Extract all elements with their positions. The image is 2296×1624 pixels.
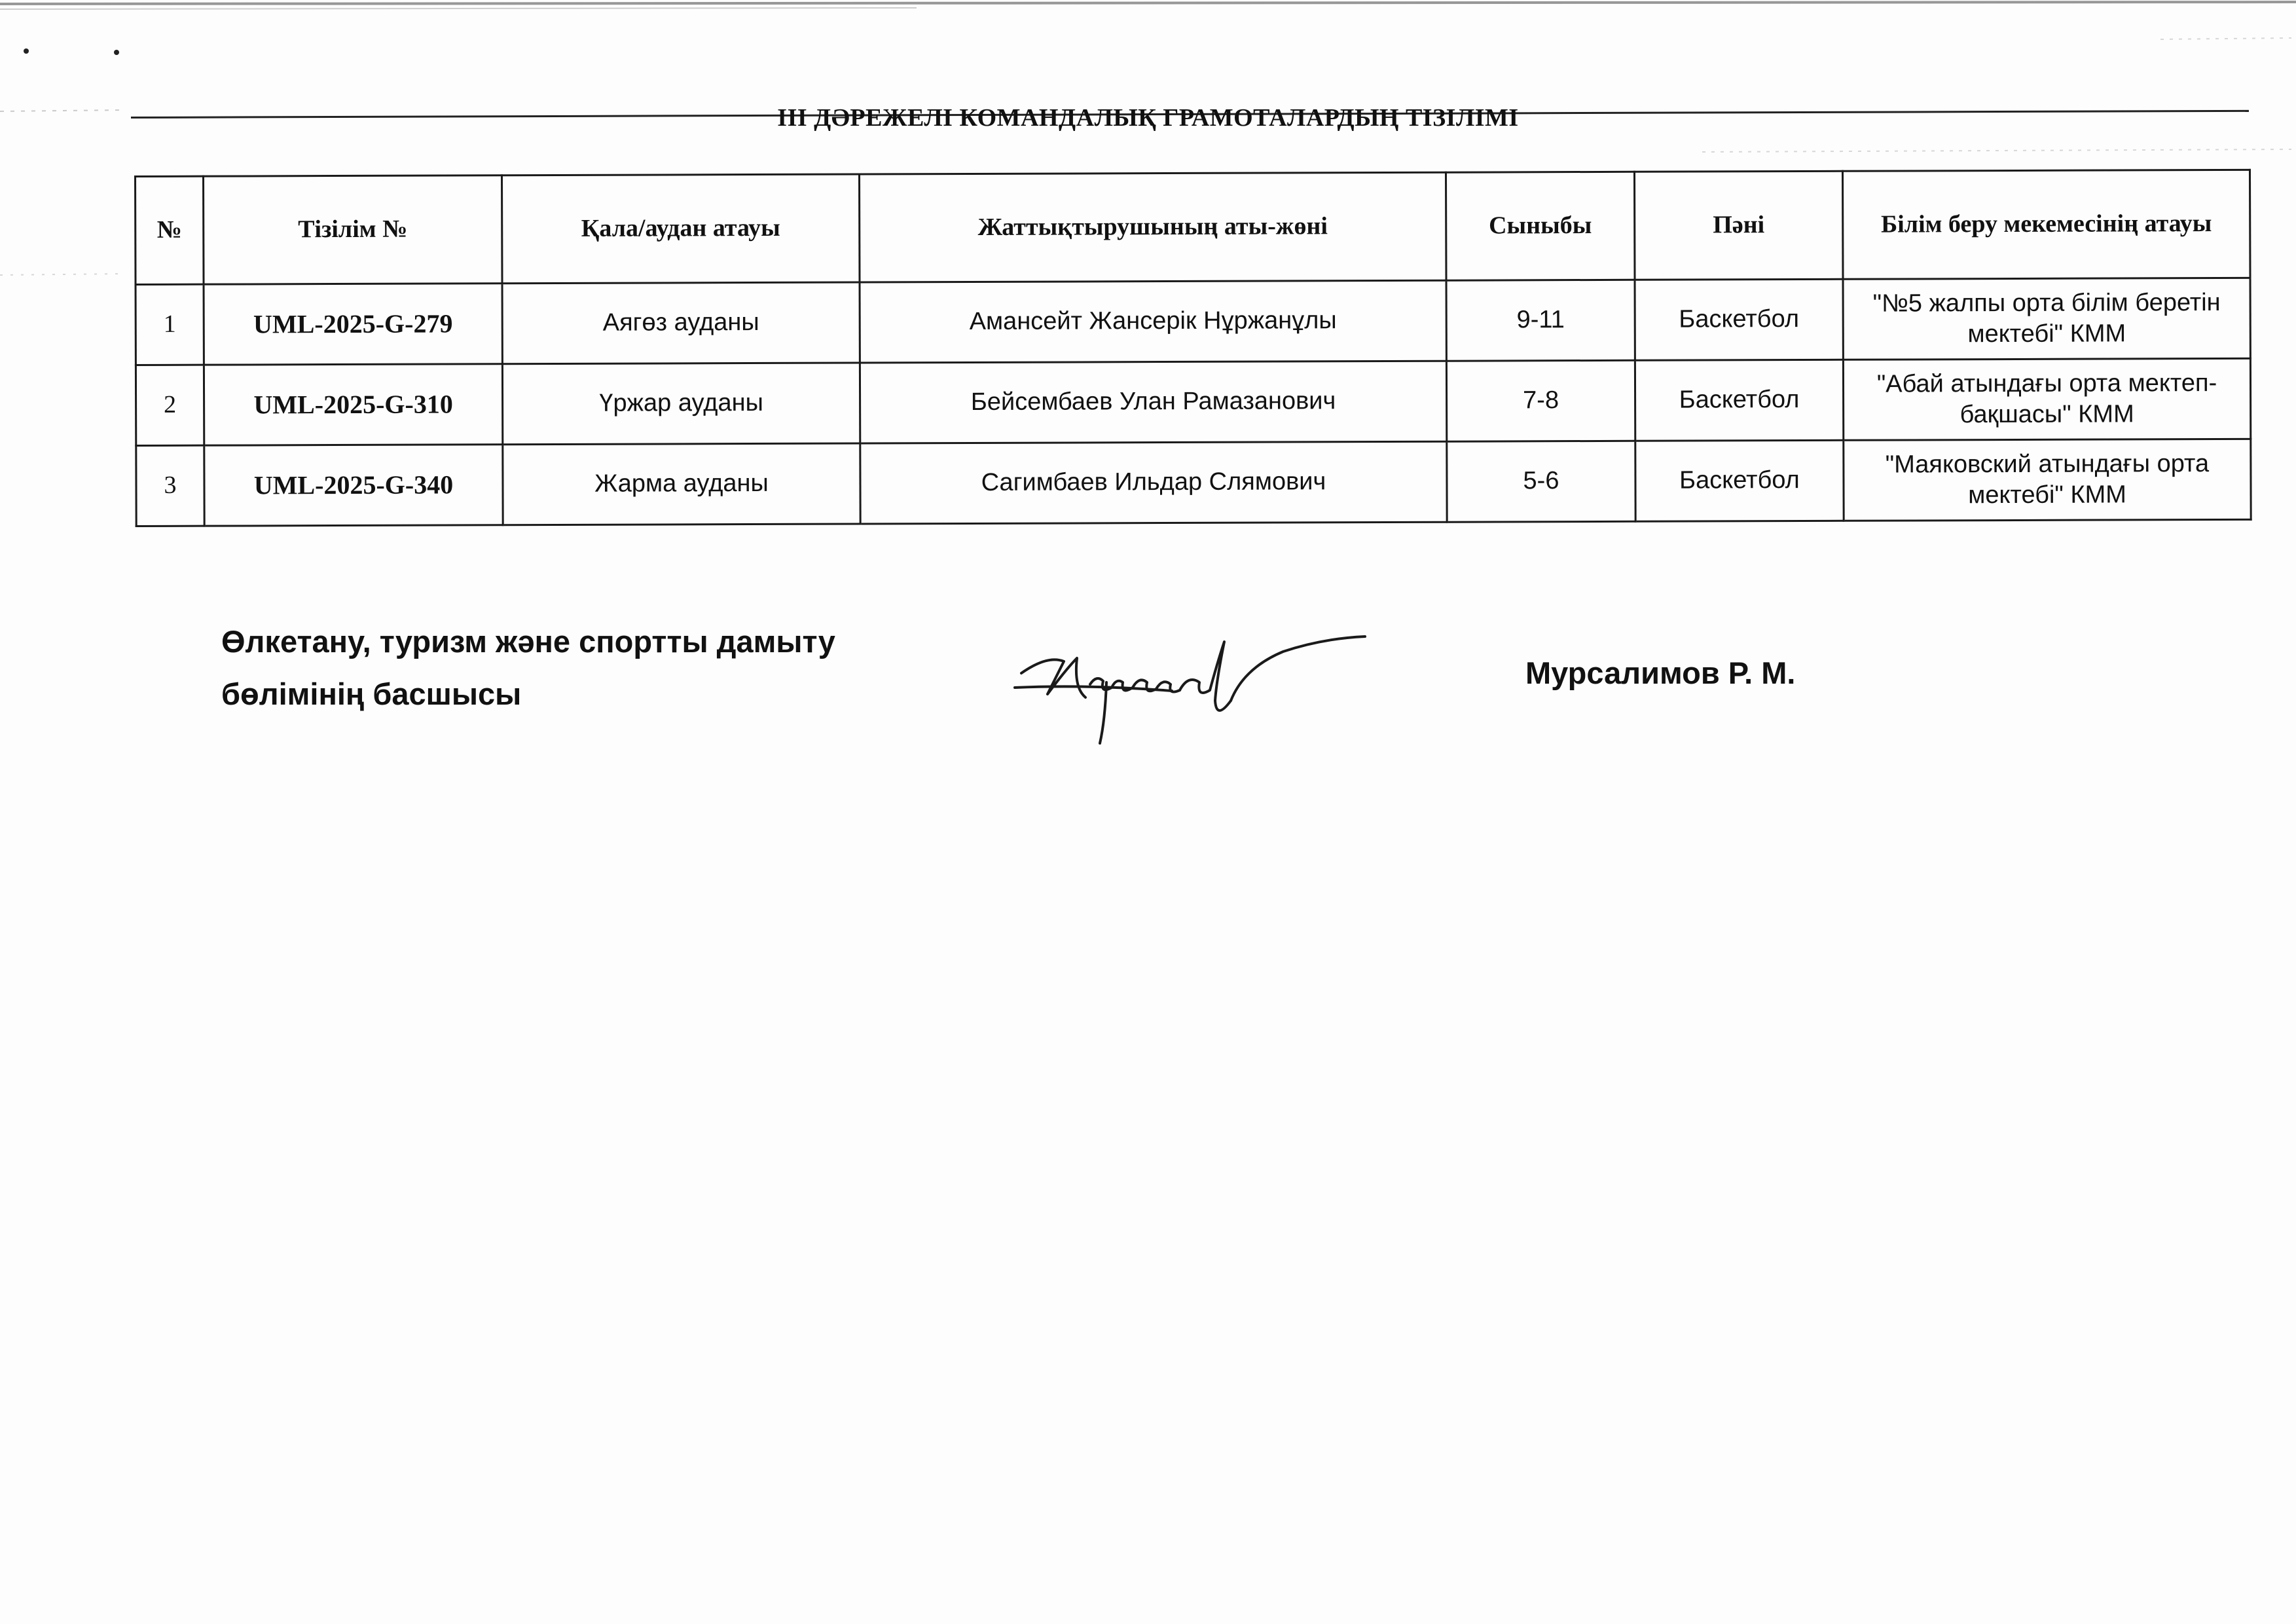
col-header-grade: Сыныбы [1446,172,1635,280]
cell-coach: Бейсембаев Улан Рамазанович [860,361,1446,443]
signatory-position-line2: бөлімінің басшысы [221,676,522,711]
cell-subject: Баскетбол [1635,440,1844,521]
table-row [136,439,2251,526]
document-title: ІІІ ДӘРЕЖЕЛІ КОМАНДАЛЫҚ ГРАМОТАЛАРДЫҢ ТІЗІЛІМІ [777,104,1519,132]
cell-coach: Амансейт Жансерік Нұржанұлы [860,280,1446,363]
cell-institution: "Маяковский атындағы орта мектебі" КММ [1844,439,2251,521]
cell-grade: 9-11 [1446,280,1635,361]
cell-grade: 5-6 [1447,441,1635,522]
cell-institution: "№5 жалпы орта білім беретін мектебі" КММ [1843,278,2250,360]
col-header-registry-no: Тізілім № [204,175,503,284]
cell-registry-no: UML-2025-G-279 [204,284,502,365]
handwritten-signature [1008,622,1375,747]
cell-subject: Баскетбол [1635,360,1843,441]
col-header-number: № [136,176,204,284]
registry-table [134,169,2252,527]
signatory-position [221,616,835,720]
col-header-subject: Пәні [1634,171,1843,280]
cell-grade: 7-8 [1446,360,1635,441]
signatory-position-line1: Өлкетану, туризм және спортты дамыту [221,624,835,659]
col-header-district: Қала/аудан атауы [502,174,860,284]
cell-number: 1 [136,284,204,365]
table-row [136,358,2250,445]
table-row [136,278,2250,365]
cell-coach: Сагимбаев Ильдар Слямович [860,441,1447,524]
cell-registry-no: UML-2025-G-310 [204,364,502,445]
cell-district: Жарма ауданы [503,443,860,525]
cell-registry-no: UML-2025-G-340 [204,445,503,526]
col-header-coach: Жаттықтырушының аты-жөні [859,172,1446,282]
cell-subject: Баскетбол [1635,279,1843,360]
signatory-name: Мурсалимов Р. М. [1525,655,1796,690]
table-header-row [136,170,2251,284]
cell-district: Аягөз ауданы [502,282,860,364]
col-header-institution: Білім беру мекемесінің атауы [1842,170,2250,279]
registry-table-container [134,169,2250,527]
cell-district: Үржар ауданы [502,363,860,445]
cell-institution: "Абай атындағы орта мектеп-бақшасы" КММ [1843,358,2250,440]
cell-number: 2 [136,365,204,445]
cell-number: 3 [136,445,204,526]
